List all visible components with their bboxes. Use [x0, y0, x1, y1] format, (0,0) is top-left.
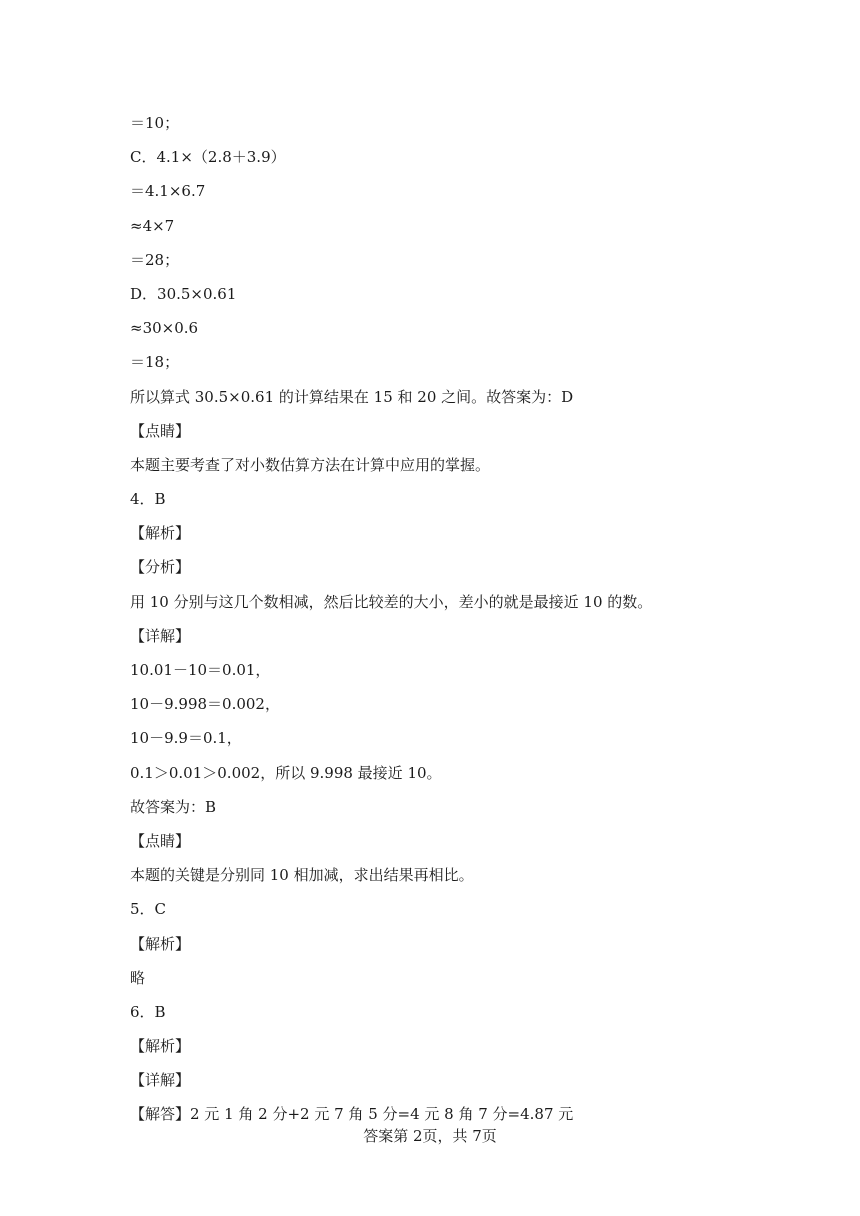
text-line: 故答案为：B [130, 797, 217, 816]
question-answer: 5．C [130, 900, 167, 919]
question-answer: 6．B [130, 1002, 166, 1021]
text-line: 用 10 分别与这几个数相减，然后比较差的大小，差小的就是最接近 10 的数。 [130, 592, 653, 611]
text-line: ＝4.1×6.7 [130, 182, 206, 201]
answer-content [130, 108, 740, 1134]
text-line: 【解答】2 元 1 角 2 分+2 元 7 角 5 分=4 元 8 角 7 分=4.87 元 [130, 1105, 574, 1124]
section-heading: 【解析】 [130, 934, 191, 953]
section-heading: 【点睛】 [130, 421, 191, 440]
text-line: C．4.1×（2.8＋3.9） [130, 148, 286, 167]
text-line: 本题的关键是分别同 10 相加减，求出结果再相比。 [130, 866, 474, 885]
text-line: D．30.5×0.61 [130, 284, 237, 303]
text-line: ＝10； [130, 114, 180, 132]
section-heading: 【解析】 [130, 524, 191, 543]
text-line: ＝18； [130, 353, 180, 372]
text-line: 10.01－10＝0.01， [130, 661, 271, 679]
section-heading: 【详解】 [130, 626, 191, 645]
question-answer: 4．B [130, 490, 166, 509]
page-footer: 答案第 2页，共 7页 [363, 1127, 497, 1145]
text-line: ≈4×7 [130, 216, 175, 235]
text-line: 10－9.998＝0.002， [130, 695, 280, 714]
section-heading: 【详解】 [130, 1071, 191, 1090]
text-line: 本题主要考查了对小数估算方法在计算中应用的掌握。 [130, 455, 491, 474]
section-heading: 【点睛】 [130, 831, 191, 850]
text-line: ＝28； [130, 250, 180, 269]
section-heading: 【分析】 [130, 558, 191, 577]
text-line: 10－9.9＝0.1， [130, 729, 242, 748]
text-line: 略 [130, 968, 146, 987]
text-line: 所以算式 30.5×0.61 的计算结果在 15 和 20 之间。故答案为：D [130, 387, 574, 406]
text-line: 0.1＞0.01＞0.002，所以 9.998 最接近 10。 [130, 763, 442, 782]
section-heading: 【解析】 [130, 1037, 191, 1056]
text-line: ≈30×0.6 [130, 319, 199, 338]
